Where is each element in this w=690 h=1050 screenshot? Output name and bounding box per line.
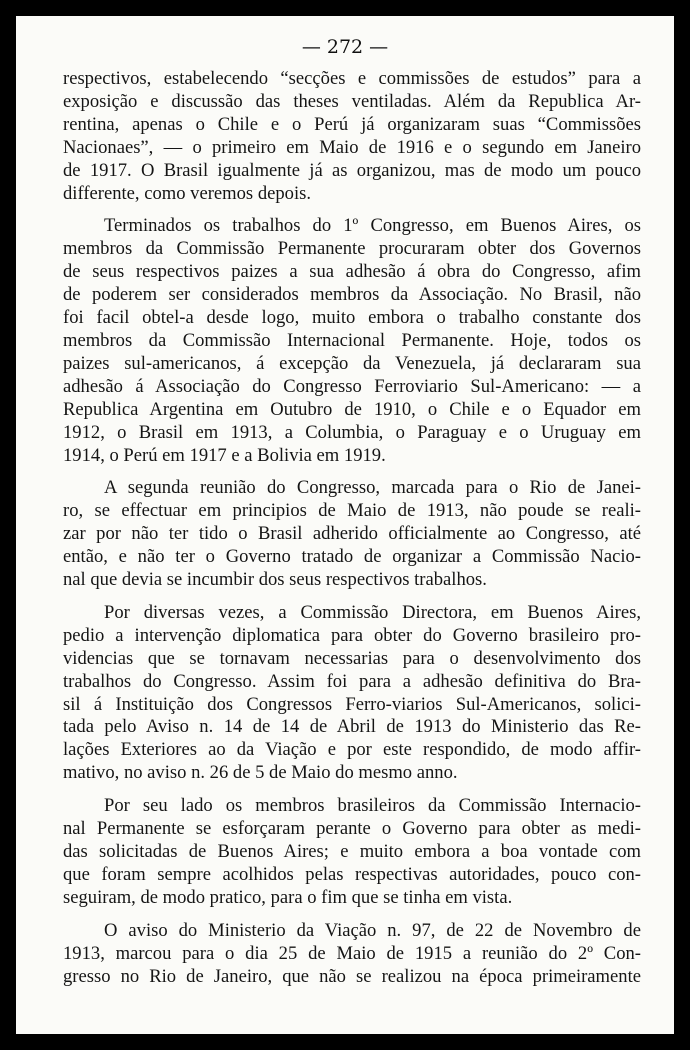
- text-line: O aviso do Ministerio da Viação n. 97, de 22 de Novembro de: [104, 919, 641, 941]
- paragraph-1: [63, 68, 641, 205]
- text-line: exposição e discussão das theses ventiladas. Além da Republica Ar-: [63, 90, 641, 112]
- text-line: videncias que se tornavam necessarias para o desenvolvimento dos: [63, 647, 641, 669]
- text-line: ro, se effectuar em principios de Maio de 1913, não poude se reali-: [63, 500, 641, 522]
- text-line: 1912, o Brasil em 1913, a Columbia, o Paraguay e o Uruguay em: [63, 421, 641, 443]
- text-line: trabalhos do Congresso. Assim foi para a adhesão definitiva do Bra-: [63, 670, 641, 692]
- text-line: gresso no Rio de Janeiro, que não se realizou na época primeiramente: [63, 965, 641, 987]
- text-line: Terminados os trabalhos do 1º Congresso, em Buenos Aires, os: [104, 215, 641, 237]
- text-line: Nacionaes”, — o primeiro em Maio de 1916 e o segundo em Janeiro: [63, 136, 641, 158]
- text-line: foi facil obtel-a desde logo, muito embora o trabalho constante dos: [63, 307, 641, 329]
- text-line: Por diversas vezes, a Commissão Directora, em Buenos Aires,: [104, 601, 641, 623]
- text-line: zar por não ter tido o Brasil adherido officialmente ao Congresso, até: [63, 523, 641, 545]
- text-line: respectivos, estabelecendo “secções e commissões de estudos” para a: [63, 68, 641, 89]
- text-line: seguiram, de modo pratico, para o fim que se tinha em vista.: [63, 886, 513, 908]
- body-text: [63, 68, 641, 998]
- paragraph-6: [63, 920, 641, 989]
- text-line: 1914, o Perú em 1917 e a Bolivia em 1919.: [63, 444, 386, 466]
- text-line: Republica Argentina em Outubro de 1910, o Chile e o Equador em: [63, 398, 641, 420]
- text-line: A segunda reunião do Congresso, marcada para o Rio de Janei-: [104, 477, 641, 499]
- text-line: de seus respectivos paizes a sua adhesão á obra do Congresso, afim: [63, 261, 641, 283]
- text-line: paizes sul-americanos, á excepção da Venezuela, já declararam sua: [63, 352, 641, 374]
- text-line: pedio a intervenção diplomatica para obter do Governo brasileiro pro-: [63, 624, 641, 646]
- paragraph-2: [63, 215, 641, 467]
- text-line: sil á Instituição dos Congressos Ferro-viarios Sul-Americanos, solici-: [63, 693, 641, 715]
- paragraph-5: [63, 795, 641, 910]
- text-line: adhesão á Associação do Congresso Ferroviario Sul-Americano: — a: [63, 375, 641, 397]
- text-line: 1913, marcou para o dia 25 de Maio de 1915 a reunião do 2º Con-: [63, 942, 641, 964]
- text-line: que foram sempre acolhidos pelas respectivas autoridades, pouco con-: [63, 863, 641, 885]
- text-line: das solicitadas de Buenos Aires; e muito embora a boa vontade com: [63, 841, 641, 862]
- page-number: — 272 —: [301, 36, 389, 58]
- text-line: tada pelo Aviso n. 14 de 14 de Abril de 1913 do Ministerio das Re-: [63, 716, 641, 738]
- text-line: de 1917. O Brasil igualmente já as organizou, mas de modo um pouco: [63, 159, 641, 181]
- text-line: rentina, apenas o Chile e o Perú já organizaram suas “Commissões: [63, 113, 641, 135]
- document-page: [16, 16, 674, 1034]
- text-line: membros da Commissão Internacional Permanente. Hoje, todos os: [63, 329, 641, 351]
- text-line: de poderem ser considerados membros da Associação. No Brasil, não: [63, 284, 641, 306]
- text-line: mativo, no aviso n. 26 de 5 de Maio do mesmo anno.: [63, 762, 458, 784]
- paragraph-4: [63, 602, 641, 785]
- text-line: Por seu lado os membros brasileiros da Commissão Internacio-: [104, 795, 641, 817]
- text-line: então, e não ter o Governo tratado de organizar a Commissão Nacio-: [63, 546, 641, 568]
- text-line: membros da Commissão Permanente procuraram obter dos Governos: [63, 238, 641, 260]
- paragraph-3: [63, 477, 641, 592]
- text-line: nal que devia se incumbir dos seus respectivos trabalhos.: [63, 569, 487, 591]
- text-line: nal Permanente se esforçaram perante o Governo para obter as medi-: [63, 818, 641, 840]
- text-line: differente, como veremos depois.: [63, 182, 312, 204]
- text-line: lações Exteriores ao da Viação e por este respondido, de modo affir-: [63, 739, 641, 761]
